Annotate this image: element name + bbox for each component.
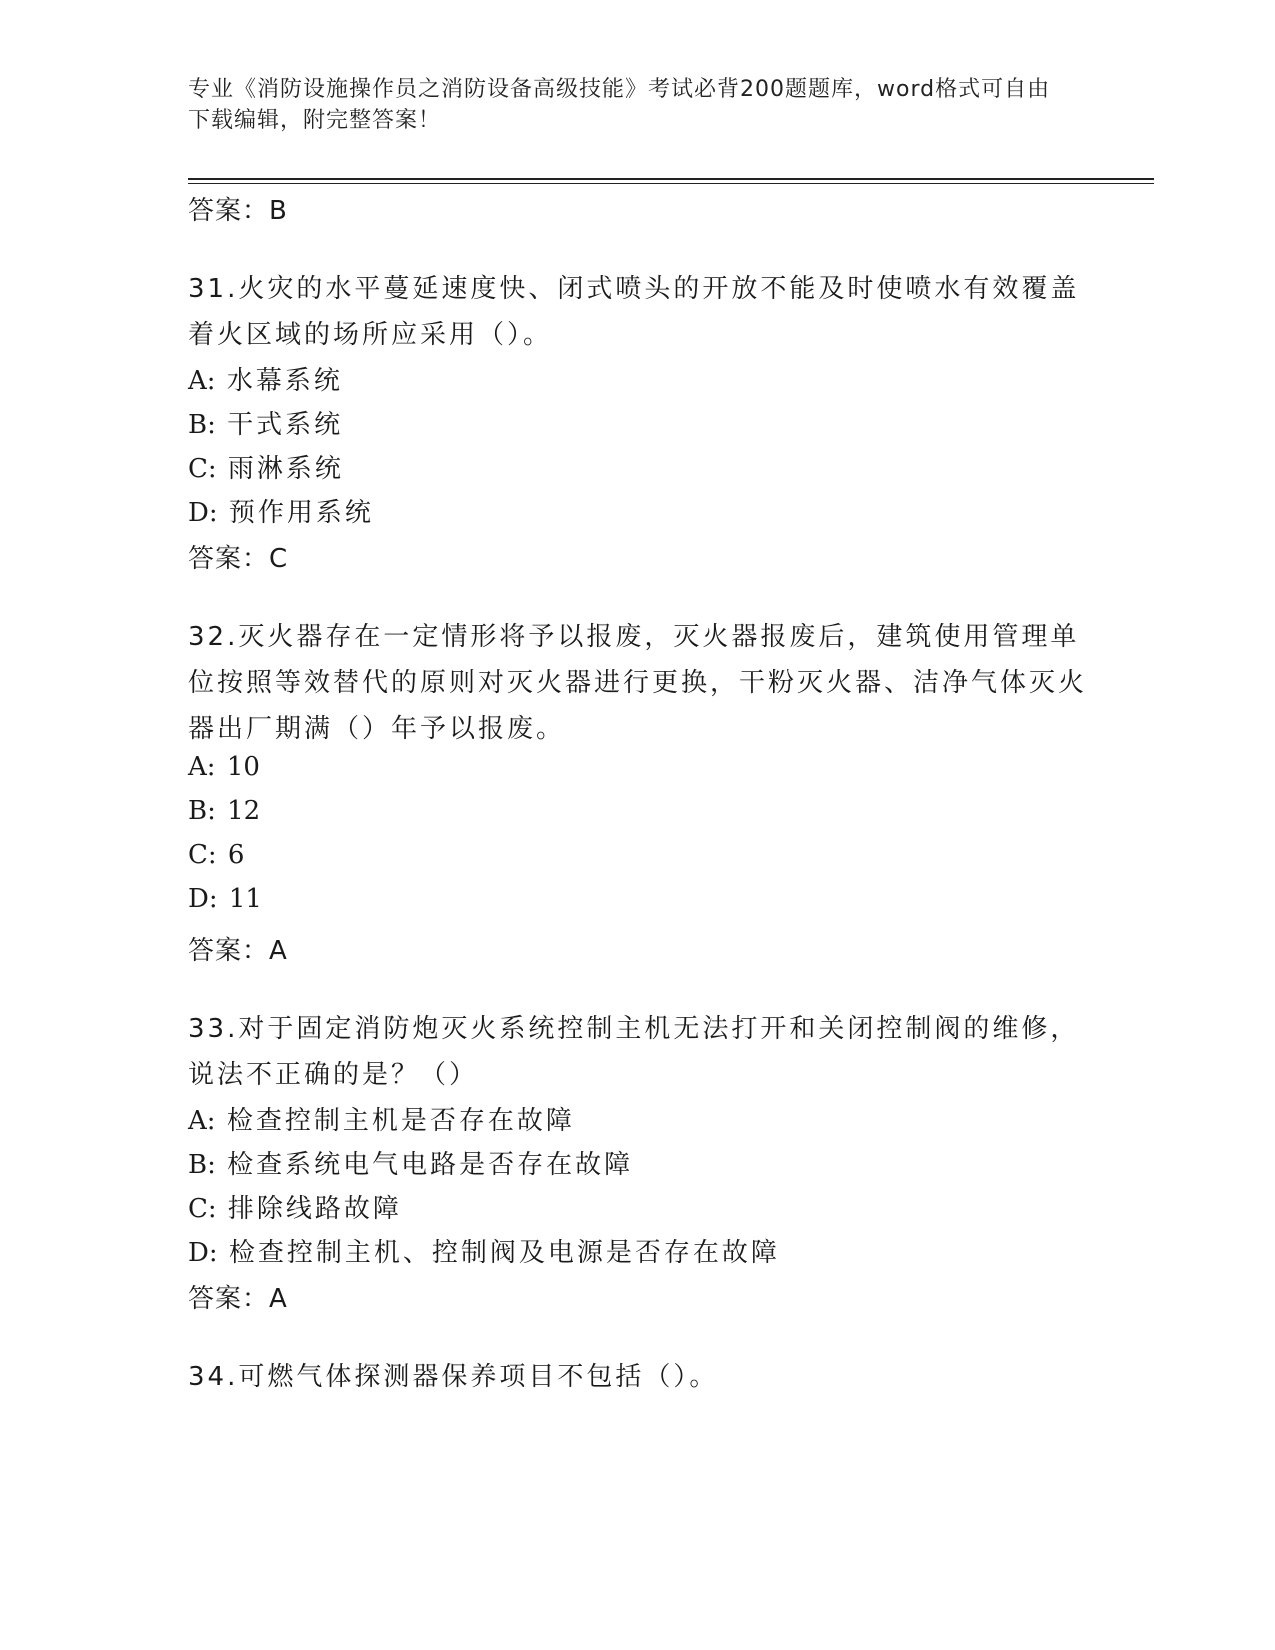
answer-value: C bbox=[269, 544, 289, 574]
header-rule-thick bbox=[188, 178, 1154, 180]
option-a bbox=[188, 1100, 575, 1137]
option-d bbox=[188, 884, 262, 914]
option-key: C: bbox=[188, 1194, 217, 1224]
option-d bbox=[188, 492, 374, 529]
option-text: 检查系统电气电路是否存在故障 bbox=[227, 1150, 634, 1180]
option-text: 干式系统 bbox=[227, 410, 344, 440]
option-key: C: bbox=[188, 454, 217, 484]
question-stem: 32.灭火器存在一定情形将予以报废，灭火器报废后，建筑使用管理单位按照等效替代的原则对灭火器进行更换，干粉灭火器、洁净气体灭火器出厂期满（）年予以报废。 bbox=[188, 622, 1088, 744]
answer-line bbox=[188, 930, 288, 967]
answer-label: 答案： bbox=[188, 196, 270, 226]
option-key: D: bbox=[188, 884, 218, 914]
question-stem: 34.可燃气体探测器保养项目不包括（）。 bbox=[188, 1362, 719, 1392]
option-b bbox=[188, 796, 260, 826]
option-text: 检查控制主机是否存在故障 bbox=[226, 1106, 575, 1136]
option-text: 6 bbox=[227, 840, 245, 870]
header-rule-thin bbox=[188, 183, 1154, 184]
option-key: D: bbox=[188, 498, 218, 528]
option-key: D: bbox=[188, 1238, 218, 1268]
option-key: A: bbox=[188, 1106, 216, 1136]
option-text: 水幕系统 bbox=[226, 366, 343, 396]
option-key: A: bbox=[188, 366, 216, 396]
option-text: 12 bbox=[227, 796, 261, 826]
option-text: 11 bbox=[228, 884, 262, 914]
answer-value: A bbox=[269, 1284, 288, 1314]
document-header: 专业《消防设施操作员之消防设备高级技能》考试必背200题题库，word格式可自由下载编辑，附完整答案！ bbox=[188, 77, 1051, 133]
option-text: 预作用系统 bbox=[228, 498, 374, 528]
answer-value: A bbox=[269, 936, 288, 966]
option-c bbox=[188, 840, 244, 870]
option-key: B: bbox=[188, 1150, 216, 1180]
option-text: 检查控制主机、控制阀及电源是否存在故障 bbox=[228, 1238, 780, 1268]
question-stem: 33.对于固定消防炮灭火系统控制主机无法打开和关闭控制阀的维修，说法不正确的是？（） bbox=[188, 1014, 1080, 1090]
option-b bbox=[188, 1144, 633, 1181]
option-key: A: bbox=[188, 752, 216, 782]
answer-value: B bbox=[269, 196, 288, 226]
answer-line bbox=[188, 190, 288, 227]
answer-label: 答案： bbox=[188, 936, 270, 966]
option-a bbox=[188, 360, 343, 397]
option-key: C: bbox=[188, 840, 217, 870]
option-b bbox=[188, 404, 343, 441]
option-key: B: bbox=[188, 796, 216, 826]
answer-label: 答案： bbox=[188, 1284, 270, 1314]
option-text: 10 bbox=[226, 752, 260, 782]
option-c bbox=[188, 448, 344, 485]
option-text: 排除线路故障 bbox=[227, 1194, 402, 1224]
answer-line bbox=[188, 538, 288, 575]
option-key: B: bbox=[188, 410, 216, 440]
option-c bbox=[188, 1188, 402, 1225]
option-text: 雨淋系统 bbox=[227, 454, 344, 484]
answer-line bbox=[188, 1278, 288, 1315]
question-stem: 31.火灾的水平蔓延速度快、闭式喷头的开放不能及时使喷水有效覆盖着火区域的场所应采用（）。 bbox=[188, 274, 1080, 350]
option-d bbox=[188, 1232, 780, 1269]
option-a bbox=[188, 752, 260, 782]
answer-label: 答案： bbox=[188, 544, 270, 574]
